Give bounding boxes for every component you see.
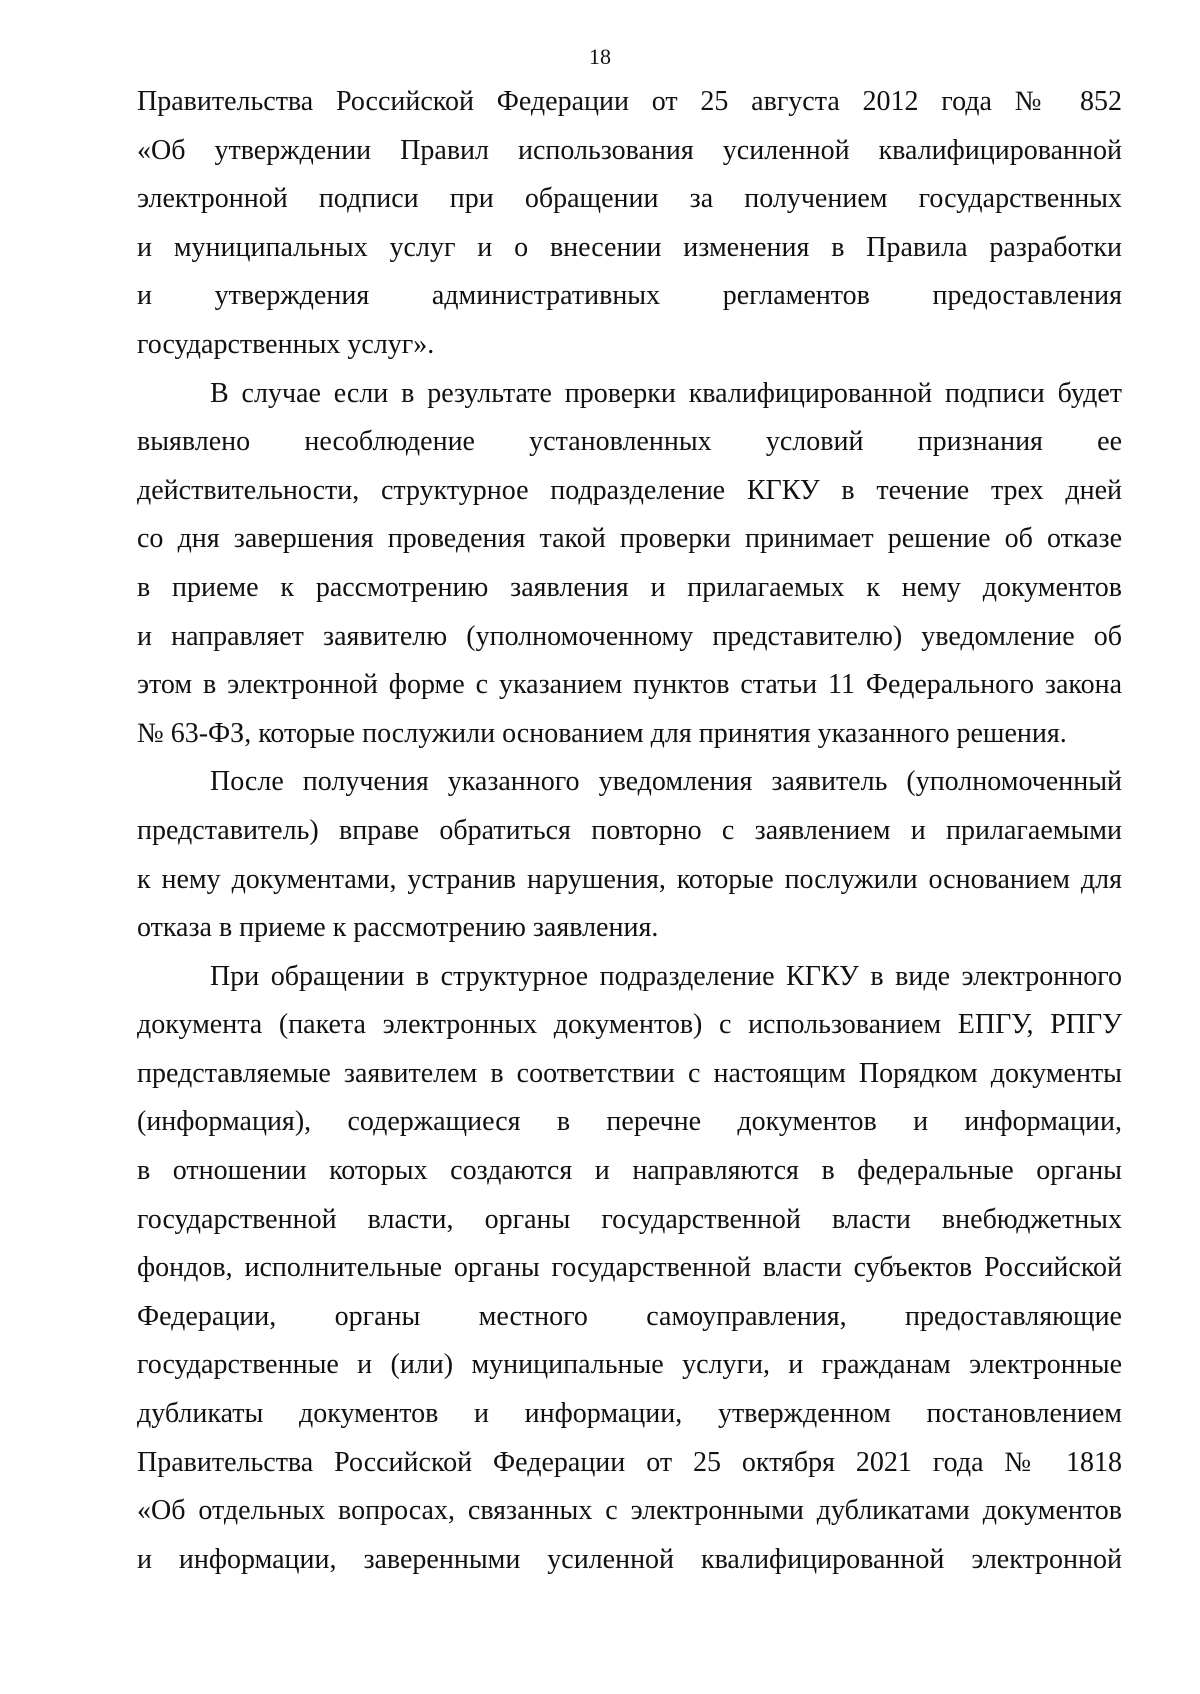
text-line: выявлено несоблюдение установленных условий признания ее [137, 426, 1122, 458]
text-line: электронной подписи при обращении за получением государственных [137, 183, 1122, 215]
text-line: документа (пакета электронных документов) с использованием ЕПГУ, РПГУ [137, 1009, 1122, 1041]
text-line: «Об утверждении Правил использования усиленной квалифицированной [137, 134, 1122, 166]
text-line: После получения указанного уведомления заявитель (уполномоченный [210, 766, 1122, 798]
text-line: государственные и (или) муниципальные услуги, и гражданам электронные [137, 1349, 1122, 1381]
document-body [137, 78, 1122, 1584]
text-line: представляемые заявителем в соответствии с настоящим Порядком документы [137, 1057, 1122, 1089]
paragraph-electronic-submission [137, 953, 1122, 1585]
paragraph-repeat-application [137, 758, 1122, 952]
text-line: Правительства Российской Федерации от 25 августа 2012 года № 852 [137, 86, 1122, 117]
text-line: и муниципальных услуг и о внесении изменения в Правила разработки [137, 231, 1122, 263]
text-line: и утверждения административных регламентов предоставления [137, 280, 1122, 312]
text-line: В случае если в результате проверки квалифицированной подписи будет [210, 377, 1122, 409]
text-line: дубликаты документов и информации, утвержденном постановлением [137, 1398, 1122, 1430]
text-line: действительности, структурное подразделение КГКУ в течение трех дней [137, 474, 1122, 506]
page-number: 18 [589, 44, 611, 69]
text-line: (информация), содержащиеся в перечне документов и информации, [137, 1106, 1122, 1138]
paragraph-signature-check [137, 370, 1122, 759]
text-line: государственной власти, органы государственной власти внебюджетных [137, 1203, 1122, 1235]
text-line: отказа в приеме к рассмотрению заявления. [137, 912, 659, 944]
text-line: в приеме к рассмотрению заявления и прилагаемых к нему документов [137, 571, 1122, 603]
text-line: «Об отдельных вопросах, связанных с электронными дубликатами документов [137, 1495, 1122, 1527]
text-line: Правительства Российской Федерации от 25 октября 2021 года № 1818 [137, 1446, 1122, 1478]
text-line: представитель) вправе обратиться повторно с заявлением и прилагаемыми [137, 814, 1122, 846]
text-line: в отношении которых создаются и направляются в федеральные органы [137, 1155, 1122, 1187]
text-line: Федерации, органы местного самоуправления, предоставляющие [137, 1300, 1122, 1332]
text-line: фондов, исполнительные органы государственной власти субъектов Российской [137, 1252, 1122, 1284]
text-line: со дня завершения проведения такой проверки принимает решение об отказе [137, 523, 1122, 555]
text-line: государственных услуг». [137, 328, 435, 360]
text-line: и информации, заверенными усиленной квалифицированной электронной [137, 1543, 1122, 1575]
text-line: к нему документами, устранив нарушения, которые послужили основанием для [137, 863, 1122, 895]
text-line: этом в электронной форме с указанием пунктов статьи 11 Федерального закона [137, 669, 1122, 701]
paragraph-continuation [137, 78, 1122, 370]
text-line: и направляет заявителю (уполномоченному представителю) уведомление об [137, 620, 1122, 652]
text-line: При обращении в структурное подразделение КГКУ в виде электронного [210, 960, 1122, 992]
text-line: № 63-ФЗ, которые послужили основанием для принятия указанного решения. [137, 717, 1067, 749]
